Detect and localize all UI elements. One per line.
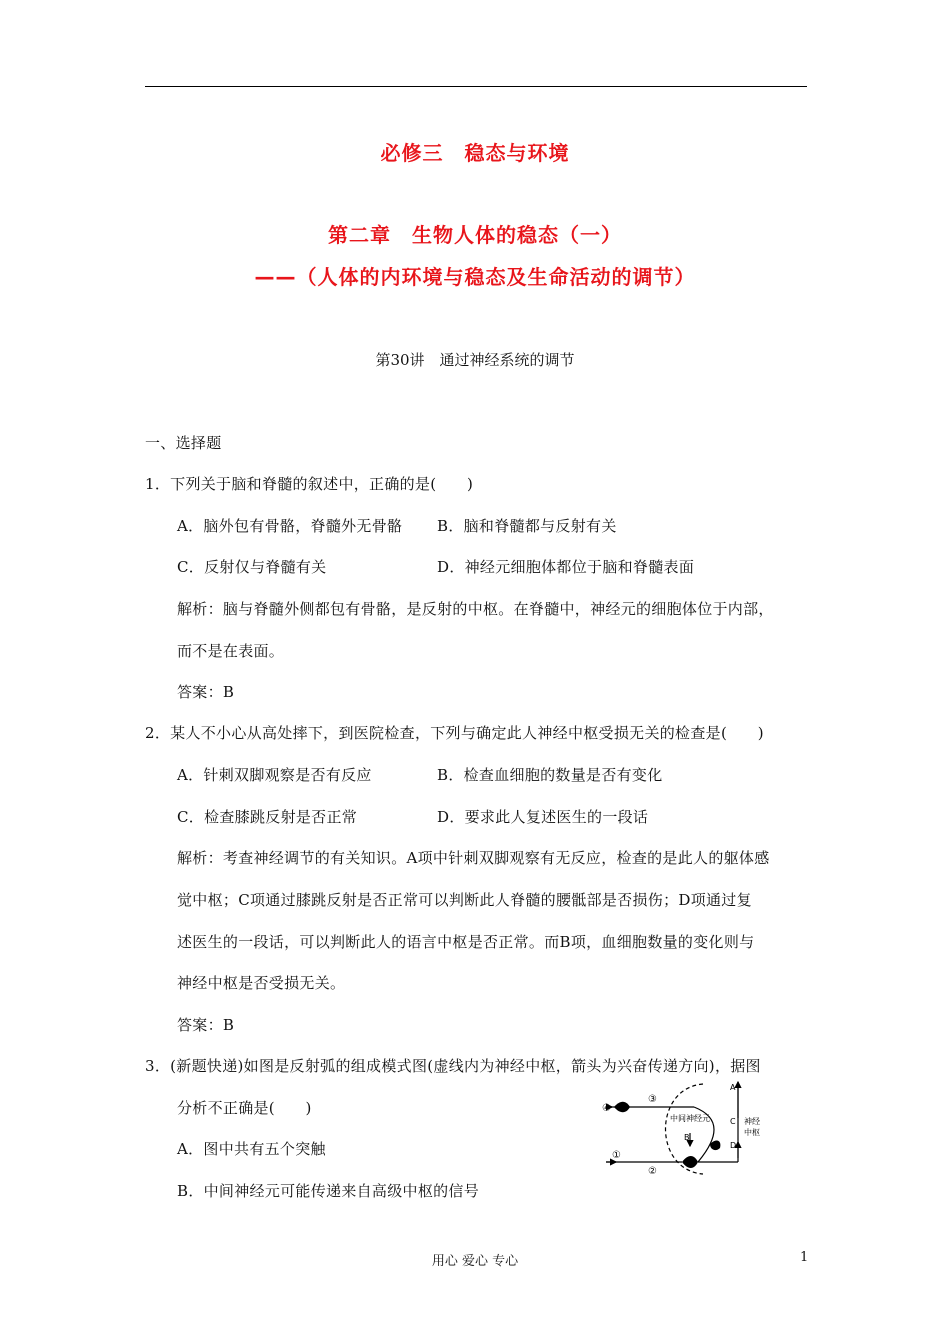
question-2-option-d: D．要求此人复述医生的一段话 xyxy=(437,808,649,826)
question-2-answer: 答案：B xyxy=(177,1016,235,1034)
question-2-analysis-line-4: 神经中枢是否受损无关。 xyxy=(177,974,346,992)
question-1-analysis-line-2: 而不是在表面。 xyxy=(177,642,285,660)
header-rule xyxy=(145,86,807,87)
label-4: ④ xyxy=(602,1103,611,1114)
section-title: 一、选择题 xyxy=(145,434,222,452)
label-center-line-1: 神经 xyxy=(744,1117,760,1126)
question-2-stem: 2．某人不小心从高处摔下，到医院检查，下列与确定此人神经中枢受损无关的检查是( ) xyxy=(145,724,764,742)
chapter-title: 第二章 生物人体的稳态（一） xyxy=(328,223,622,247)
question-3-option-a: A．图中共有五个突触 xyxy=(177,1140,326,1158)
lesson-title: 第30讲 通过神经系统的调节 xyxy=(375,351,575,369)
label-d: D xyxy=(730,1141,737,1150)
label-1: ① xyxy=(612,1150,621,1161)
label-c: C xyxy=(730,1117,736,1126)
question-1-option-c: C．反射仅与脊髓有关 xyxy=(177,558,327,576)
label-2: ② xyxy=(648,1166,657,1177)
reflex-arc-diagram xyxy=(598,1078,778,1180)
question-1-analysis-line-1: 解析：脑与脊髓外侧都包有骨骼，是反射的中枢。在脊髓中，神经元的细胞体位于内部， xyxy=(177,600,774,618)
label-center-line-2: 中枢 xyxy=(744,1128,760,1137)
question-3-stem-continued: 分析不正确是( ) xyxy=(177,1099,312,1117)
question-1-option-b: B．脑和脊髓都与反射有关 xyxy=(437,517,617,535)
question-2-option-a: A．针刺双脚观察是否有反应 xyxy=(177,766,372,784)
question-3-stem: 3．(新题快递)如图是反射弧的组成模式图(虚线内为神经中枢，箭头为兴奋传递方向)，据图 xyxy=(145,1057,761,1075)
question-1-stem: 1．下列关于脑和脊髓的叙述中，正确的是( ) xyxy=(145,475,474,493)
efferent-cell-body xyxy=(614,1102,630,1113)
label-b: B xyxy=(684,1133,690,1142)
footer-motto: 用心 爱心 专心 xyxy=(431,1254,519,1269)
question-1-option-a: A．脑外包有骨骼，脊髓外无骨骼 xyxy=(177,517,403,535)
question-2-analysis-line-2: 觉中枢；C项通过膝跳反射是否正常可以判断此人脊髓的腰骶部是否损伤；D项通过复 xyxy=(177,891,752,909)
afferent-terminal xyxy=(682,1156,698,1168)
question-2-option-c: C．检查膝跳反射是否正常 xyxy=(177,808,358,826)
question-1-option-d: D．神经元细胞体都位于脑和脊髓表面 xyxy=(437,558,695,576)
chapter-subtitle: ——（人体的内环境与稳态及生命活动的调节） xyxy=(254,265,696,289)
question-2-option-b: B．检查血细胞的数量是否有变化 xyxy=(437,766,663,784)
module-title: 必修三 稳态与环境 xyxy=(380,141,570,165)
label-interneuron: 中间神经元 xyxy=(670,1114,710,1123)
label-3: ③ xyxy=(648,1094,657,1105)
question-1-answer: 答案：B xyxy=(177,683,235,701)
question-2-analysis-line-1: 解析：考查神经调节的有关知识。A项中针刺双脚观察有无反应，检查的是此人的躯体感 xyxy=(177,849,770,867)
page-number: 1 xyxy=(800,1250,809,1265)
label-a: A xyxy=(730,1083,736,1092)
question-2-analysis-line-3: 述医生的一段话，可以判断此人的语言中枢是否正常。而B项，血细胞数量的变化则与 xyxy=(177,933,755,951)
question-3-option-b: B．中间神经元可能传递来自高级中枢的信号 xyxy=(177,1182,480,1200)
